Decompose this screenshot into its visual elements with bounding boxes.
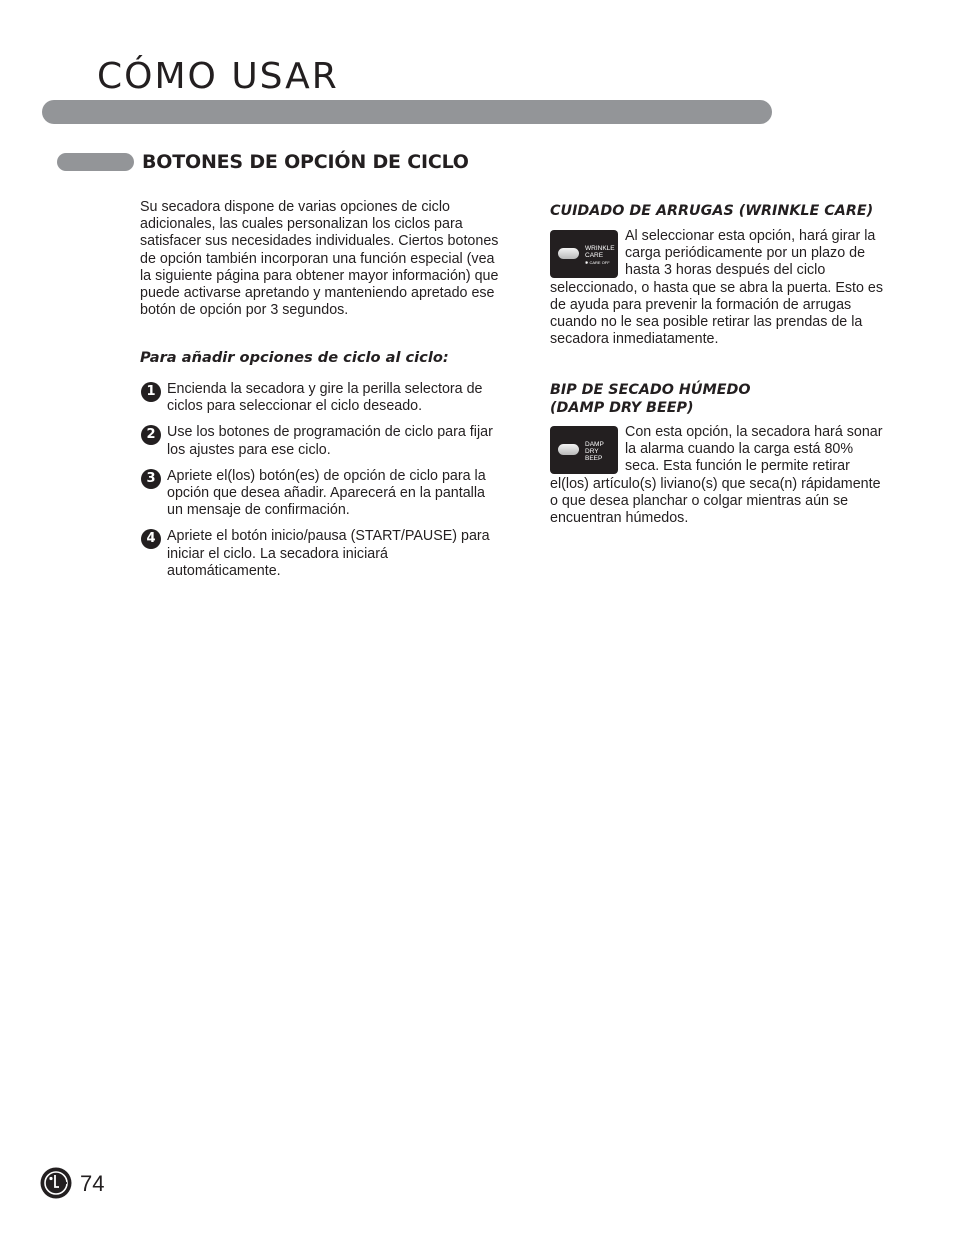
step-text: Apriete el botón inicio/pausa (START/PAUSE) para iniciar el ciclo. La secadora iniciará automáticamente. (167, 528, 490, 579)
step-text: Encienda la secadora y gire la perilla selectora de ciclos para seleccionar el ciclo deseado. (167, 381, 483, 415)
page-title: CÓMO USAR (97, 56, 339, 97)
section-marker-pill (57, 153, 134, 171)
step-text: Apriete el(los) botón(es) de opción de ciclo para la opción que desea añadir. Aparecerá en la pantalla un mensaje de confirmación. (167, 467, 486, 519)
step-item (140, 468, 500, 520)
lg-logo-icon (40, 1167, 72, 1199)
toggle-switch-icon (558, 248, 579, 259)
damp-dry-beep-section (550, 381, 890, 527)
damp-dry-beep-heading: BIP DE SECADO HÚMEDO (DAMP DRY BEEP) (550, 382, 751, 416)
section-heading: BOTONES DE OPCIÓN DE CICLO (142, 151, 469, 173)
add-options-heading: Para añadir opciones de ciclo al ciclo: (140, 349, 449, 366)
intro-paragraph: Su secadora dispone de varias opciones de ciclo adicionales, las cuales personalizan los ciclos para satisfacer sus necesidades individuales. Ciertos botones de opción también incorporan una función especial (vea la siguiente página para obtener mayor información) que puede activarse apretando y manteniendo apretado ese botón de opción por 3 segundos. (140, 199, 499, 319)
damp-dry-beep-button-image (550, 426, 618, 474)
step-number-badge: 4 (141, 529, 161, 549)
step-text: Use los botones de programación de ciclo para fijar los ajustes para ese ciclo. (167, 424, 493, 458)
toggle-switch-icon (558, 444, 579, 455)
wrinkle-care-description: Al seleccionar esta opción, hará girar la carga periódicamente por un plazo de hasta 3 horas después del ciclo seleccionado, o hasta que se abra la puerta. Esto es de ayuda para prevenir la formación de arrugas cuando no le sea posible retirar las prendas de la secadora inmediatamente. (550, 228, 884, 348)
page-number: 74 (80, 1171, 105, 1196)
damp-dry-beep-description: Con esta opción, la secadora hará sonar la alarma cuando la carga está 80% seca. Esta función le permite retirar el(los) artículo(s) liviano(s) que seca(n) rápidamente o que desea planchar o colgar mientras aún se encuentran húmedos. (550, 424, 883, 527)
intro-column (140, 199, 500, 319)
step-number-badge: 2 (141, 425, 161, 445)
step-number-badge: 1 (141, 382, 161, 402)
steps-list (140, 381, 500, 580)
wrinkle-care-heading: CUIDADO DE ARRUGAS (WRINKLE CARE) (550, 203, 874, 219)
wrinkle-care-section (550, 202, 890, 348)
damp-dry-beep-button-label: DAMP DRY BEEP (585, 441, 604, 462)
step-item (140, 381, 500, 415)
step-item (140, 424, 500, 458)
step-number-badge: 3 (141, 469, 161, 489)
step-item (140, 528, 500, 580)
wrinkle-care-button-image (550, 230, 618, 278)
wrinkle-care-button-label: WRINKLE CARE ✱ CARE OFF (585, 245, 615, 265)
title-divider-bar (42, 100, 772, 124)
